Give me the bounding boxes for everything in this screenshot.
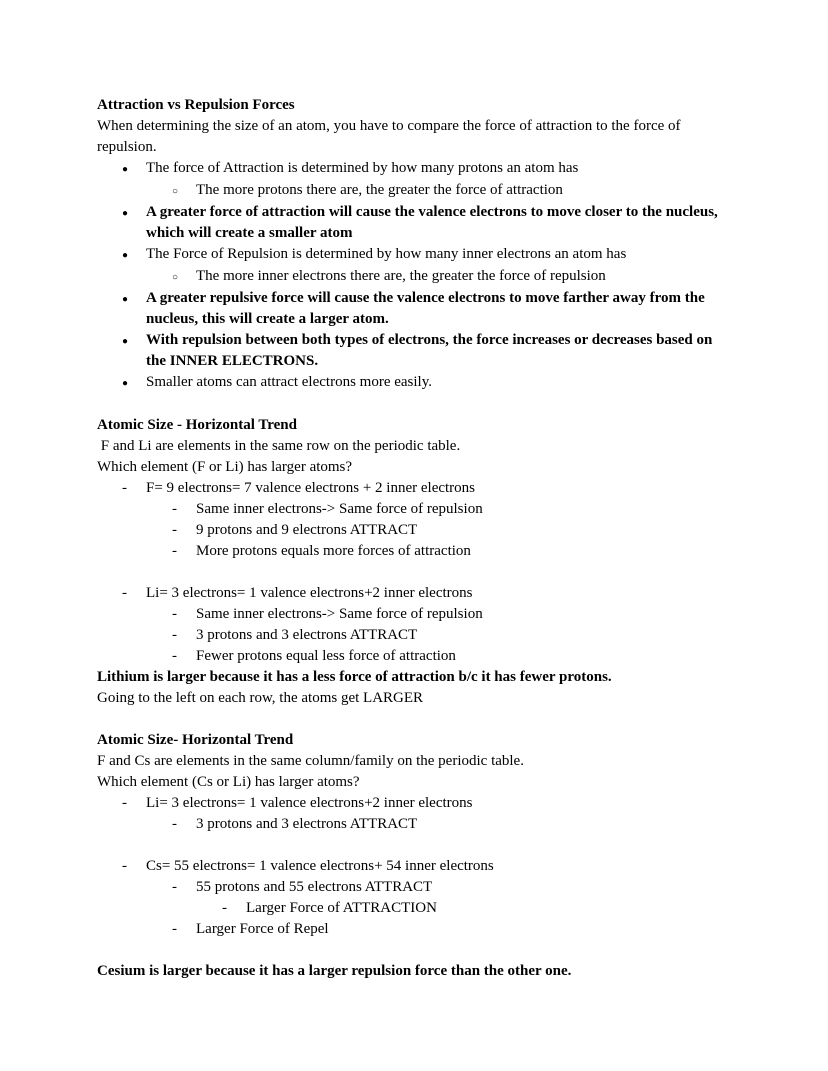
paragraph	[97, 772, 731, 793]
bullet-icon: ●	[122, 208, 129, 219]
circle-icon: ○	[172, 272, 179, 283]
line-text: 55 protons and 55 electrons ATTRACT	[196, 879, 433, 895]
bullet-icon: ●	[122, 164, 129, 175]
line-text: Larger Force of Repel	[196, 921, 329, 937]
list-item	[97, 330, 731, 372]
line-text: The more inner electrons there are, the greater the force of repulsion	[196, 268, 606, 284]
dash-icon: -	[172, 606, 177, 622]
list-item	[97, 583, 731, 604]
list-item	[97, 202, 731, 244]
line-text: Cesium is larger because it has a larger repulsion force than the other one.	[97, 963, 572, 979]
dash-icon: -	[172, 543, 177, 559]
section-heading	[97, 95, 731, 116]
list-item	[97, 919, 731, 940]
dash-icon: -	[122, 480, 127, 496]
list-item	[97, 898, 731, 919]
line-text: F and Cs are elements in the same column/family on the periodic table.	[97, 753, 524, 769]
line-text: More protons equals more forces of attraction	[196, 543, 471, 559]
list-item	[97, 604, 731, 625]
line-text: Larger Force of ATTRACTION	[246, 900, 437, 916]
line-text: Li= 3 electrons= 1 valence electrons+2 inner electrons	[146, 585, 473, 601]
spacer	[97, 940, 731, 961]
line-text: The force of Attraction is determined by how many protons an atom has	[146, 160, 579, 176]
dash-icon: -	[172, 879, 177, 895]
line-text: When determining the size of an atom, you have to compare the force of attraction to the force of repulsion.	[97, 118, 685, 155]
list-item	[97, 244, 731, 266]
list-item	[97, 478, 731, 499]
line-text: Same inner electrons-> Same force of repulsion	[196, 606, 483, 622]
line-text: Smaller atoms can attract electrons more easily.	[146, 374, 432, 390]
line-text: A greater repulsive force will cause the valence electrons to move farther away from the nucleus, this will create a larger atom.	[146, 290, 709, 327]
paragraph	[97, 457, 731, 478]
bullet-icon: ●	[122, 294, 129, 305]
heading-text: Atomic Size- Horizontal Trend	[97, 732, 294, 748]
list-item	[97, 499, 731, 520]
spacer	[97, 562, 731, 583]
heading-text: Atomic Size - Horizontal Trend	[97, 417, 297, 433]
list-item	[97, 541, 731, 562]
circle-icon: ○	[172, 186, 179, 197]
spacer	[97, 835, 731, 856]
paragraph	[97, 751, 731, 772]
heading-text: Attraction vs Repulsion Forces	[97, 97, 295, 113]
list-item	[97, 646, 731, 667]
dash-icon: -	[122, 858, 127, 874]
line-text: Cs= 55 electrons= 1 valence electrons+ 54 inner electrons	[146, 858, 494, 874]
paragraph	[97, 961, 731, 982]
dash-icon: -	[172, 816, 177, 832]
paragraph	[97, 116, 731, 158]
line-text: Which element (Cs or Li) has larger atoms?	[97, 774, 360, 790]
list-item	[97, 877, 731, 898]
dash-icon: -	[222, 900, 227, 916]
list-item	[97, 520, 731, 541]
line-text: F= 9 electrons= 7 valence electrons + 2 inner electrons	[146, 480, 476, 496]
list-item	[97, 288, 731, 330]
line-text: 3 protons and 3 electrons ATTRACT	[196, 816, 418, 832]
bullet-icon: ●	[122, 336, 129, 347]
list-item	[97, 180, 731, 202]
dash-icon: -	[172, 921, 177, 937]
dash-icon: -	[172, 648, 177, 664]
spacer	[97, 709, 731, 730]
paragraph	[97, 436, 731, 457]
list-item	[97, 158, 731, 180]
line-text: Same inner electrons-> Same force of repulsion	[196, 501, 483, 517]
list-item	[97, 856, 731, 877]
dash-icon: -	[122, 585, 127, 601]
dash-icon: -	[172, 627, 177, 643]
list-item	[97, 793, 731, 814]
line-text: Li= 3 electrons= 1 valence electrons+2 inner electrons	[146, 795, 473, 811]
list-item	[97, 814, 731, 835]
list-item	[97, 625, 731, 646]
line-text: A greater force of attraction will cause the valence electrons to move closer to the nucleus, which will create a smaller atom	[146, 204, 722, 241]
paragraph	[97, 688, 731, 709]
line-text: Fewer protons equal less force of attraction	[196, 648, 456, 664]
dash-icon: -	[122, 795, 127, 811]
line-text: Which element (F or Li) has larger atoms?	[97, 459, 353, 475]
bullet-icon: ●	[122, 378, 129, 389]
line-text: With repulsion between both types of electrons, the force increases or decreases based on the INNER ELECTRONS.	[146, 332, 717, 369]
spacer	[97, 394, 731, 415]
line-text: Going to the left on each row, the atoms get LARGER	[97, 690, 424, 706]
line-text: The more protons there are, the greater the force of attraction	[196, 182, 563, 198]
list-item	[97, 372, 731, 394]
dash-icon: -	[172, 501, 177, 517]
document-content	[97, 95, 731, 982]
dash-icon: -	[172, 522, 177, 538]
line-text: Lithium is larger because it has a less force of attraction b/c it has fewer protons.	[97, 669, 612, 685]
line-text: 3 protons and 3 electrons ATTRACT	[196, 627, 418, 643]
bullet-icon: ●	[122, 250, 129, 261]
section-heading	[97, 730, 731, 751]
line-text: F and Li are elements in the same row on the periodic table.	[97, 438, 461, 454]
line-text: 9 protons and 9 electrons ATTRACT	[196, 522, 418, 538]
section-heading	[97, 415, 731, 436]
paragraph	[97, 667, 731, 688]
line-text: The Force of Repulsion is determined by how many inner electrons an atom has	[146, 246, 627, 262]
list-item	[97, 266, 731, 288]
